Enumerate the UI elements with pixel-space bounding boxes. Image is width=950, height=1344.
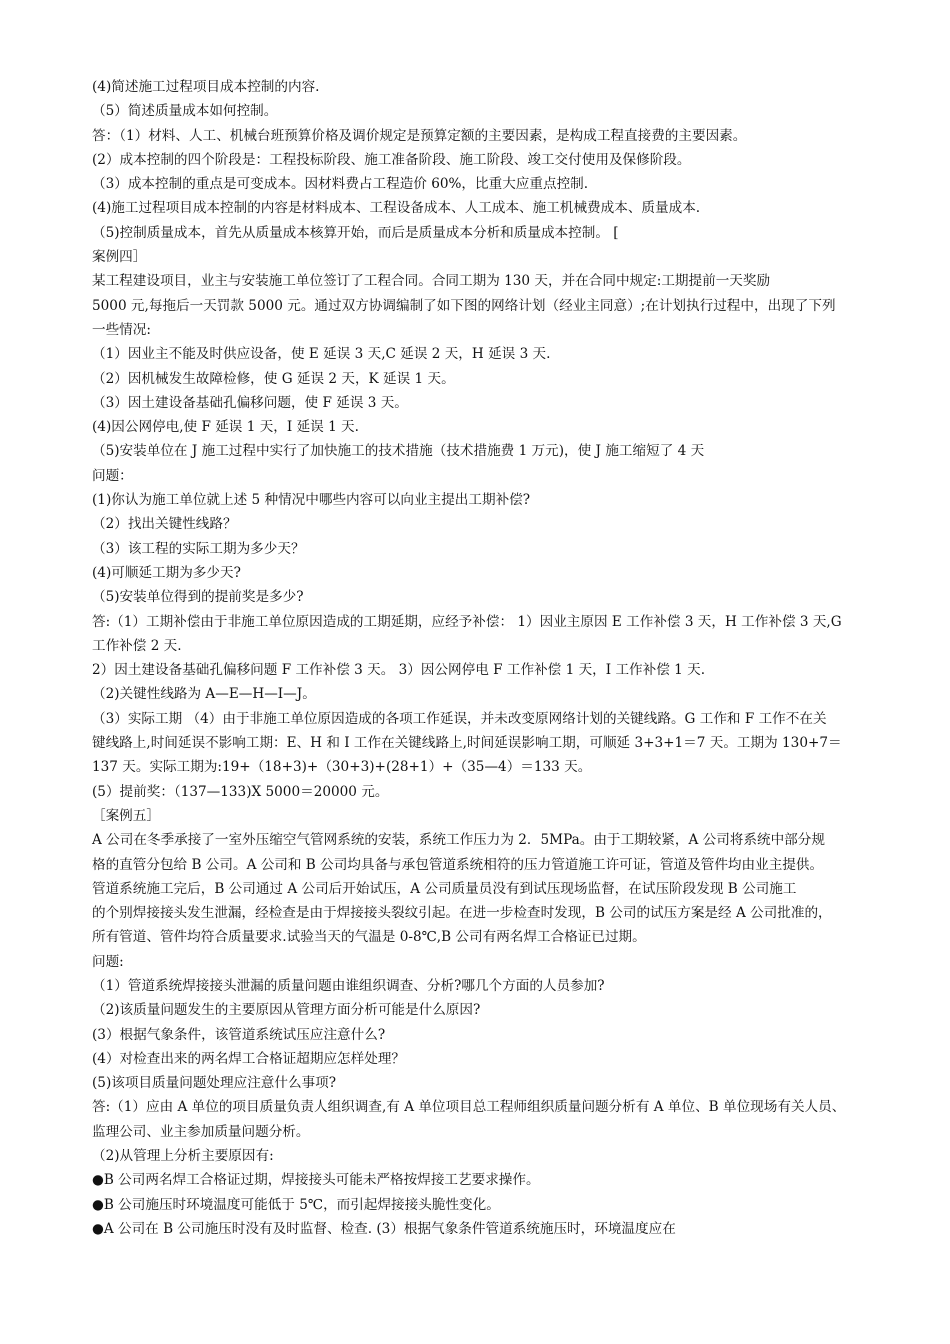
text-line: 监理公司、业主参加质量问题分析。 xyxy=(92,1123,310,1140)
text-line: （1）因业主不能及时供应设备，使 E 延误 3 天,C 延误 2 天，H 延误 3 天. xyxy=(92,346,551,363)
text-line: （3）该工程的实际工期为多少天？ xyxy=(92,540,305,557)
text-line: (4）对检查出来的两名焊工合格证超期应怎样处理？ xyxy=(92,1050,406,1067)
text-line: （2)从管理上分析主要原因有: xyxy=(92,1148,274,1165)
text-line: 问题： xyxy=(92,467,133,484)
text-line: （5)安装单位得到的提前奖是多少? xyxy=(92,589,304,606)
text-line: (4)因公网停电,使 F 延误 1 天，I 延误 1 天. xyxy=(92,419,359,436)
text-line: 答:（1）应由 A 单位的项目质量负责人组织调查,有 A 单位项目总工程师组织质量问题分析有 A 单位、B 单位现场有关人员、 xyxy=(92,1099,846,1116)
text-line: 案例四］ xyxy=(92,249,147,266)
text-line: （2）因机械发生故障检修，使 G 延误 2 天，K 延误 1 天。 xyxy=(92,370,455,387)
text-line: 所有管道、管件均符合质量要求.试验当天的气温是 0-8℃,B 公司有两名焊工合格证已过期。 xyxy=(92,929,646,946)
text-line: （2)关键性线路为 A—E—H—I—J。 xyxy=(92,686,316,703)
text-line: 键线路上,时间延误不影响工期：E、H 和 I 工作在关键线路上,时间延误影响工期，可顺延 3+3+1＝7 天。工期为 130+7＝ xyxy=(92,735,842,752)
text-line: （2）找出关键性线路？ xyxy=(92,516,237,533)
text-line: ●B 公司两名焊工合格证过期，焊接接头可能未严格按焊接工艺要求操作。 xyxy=(92,1172,540,1189)
text-line: 137 天。实际工期为:19+（18+3)+（30+3)+(28+1）+（35—4）＝133 天。 xyxy=(92,759,592,776)
text-line: （5)控制质量成本，首先从质量成本核算开始，而后是质量成本分析和质量成本控制。 [ xyxy=(92,224,619,241)
text-line: 问题: xyxy=(92,953,124,970)
text-line: ●B 公司施压时环境温度可能低于 5℃，而引起焊接接头脆性变化。 xyxy=(92,1196,500,1213)
text-line: 工作补偿 2 天. xyxy=(92,637,182,654)
text-line: （3）因土建设备基础孔偏移问题，使 F 延误 3 天。 xyxy=(92,394,408,411)
text-line: （2)该质量问题发生的主要原因从管理方面分析可能是什么原因? xyxy=(92,1002,481,1019)
text-line: ●A 公司在 B 公司施压时没有及时监督、检查. (3）根据气象条件管道系统施压时，环境温度应在 xyxy=(92,1220,676,1237)
text-line: (5）提前奖：（137—133)X 5000＝20000 元。 xyxy=(92,783,389,800)
text-line: ［案例五］ xyxy=(92,807,160,824)
text-line: (4)简述施工过程项目成本控制的内容. xyxy=(92,79,320,95)
text-line: (3）根据气象条件，该管道系统试压应注意什么? xyxy=(92,1026,386,1043)
text-line: （5）简述质量成本如何控制。 xyxy=(92,103,278,120)
text-line: 的个别焊接接头发生泄漏，经检查是由于焊接接头裂纹引起。在进一步检查时发现，B 公司的试压方案是经 A 公司批准的， xyxy=(92,905,832,922)
text-line: （3）实际工期 （4）由于非施工单位原因造成的各项工作延误，并未改变原网络计划的关键线路。G 工作和 F 工作不在关 xyxy=(92,710,827,727)
text-line: 某工程建设项目，业主与安装施工单位签订了工程合同。合同工期为 130 天，并在合同中规定:工期提前一天奖励 xyxy=(92,273,771,290)
text-line: 一些情况: xyxy=(92,321,151,338)
text-line: 答:（1）工期补偿由于非施工单位原因造成的工期延期，应经予补偿： 1）因业主原因 E 工作补偿 3 天，H 工作补偿 3 天,G xyxy=(92,613,842,630)
text-line: (1)你认为施工单位就上述 5 种情况中哪些内容可以向业主提出工期补偿? xyxy=(92,492,531,509)
document-body xyxy=(92,75,872,1241)
text-line: （5)安装单位在 J 施工过程中实行了加快施工的技术措施（技术措施费 1 万元)，使 J 施工缩短了 4 天 xyxy=(92,443,705,460)
text-line: 5000 元,每拖后一天罚款 5000 元。通过双方协调编制了如下图的网络计划（经业主同意）;在计划执行过程中，出现了下列 xyxy=(92,297,836,314)
text-line: 管道系统施工完后，B 公司通过 A 公司后开始试压，A 公司质量员没有到试压现场监督，在试压阶段发现 B 公司施工 xyxy=(92,880,797,897)
text-line: （3）成本控制的重点是可变成本。因材料费占工程造价 60%，比重大应重点控制. xyxy=(92,176,589,193)
text-line: 2）因土建设备基础孔偏移问题 F 工作补偿 3 天。 3）因公网停电 F 工作补偿 1 天，I 工作补偿 1 天. xyxy=(92,662,706,679)
text-line: A 公司在冬季承接了一室外压缩空气管网系统的安装，系统工作压力为 2．5MPa。由于工期较紧，A 公司将系统中部分规 xyxy=(92,832,825,849)
text-line: (4)施工过程项目成本控制的内容是材料成本、工程设备成本、人工成本、施工机械费成本、质量成本. xyxy=(92,200,701,217)
text-line: （1）管道系统焊接接头泄漏的质量问题由谁组织调查、分析?哪几个方面的人员参加? xyxy=(92,977,605,994)
text-line: (4)可顺延工期为多少天? xyxy=(92,564,241,581)
text-line: (5)该项目质量问题处理应注意什么事项? xyxy=(92,1075,337,1092)
text-line: (2）成本控制的四个阶段是：工程投标阶段、施工准备阶段、施工阶段、竣工交付使用及保修阶段。 xyxy=(92,151,691,168)
text-line: 答：（1）材料、人工、机械台班预算价格及调价规定是预算定额的主要因素，是构成工程直接费的主要因素。 xyxy=(92,127,747,144)
text-line: 格的直管分包给 B 公司。A 公司和 B 公司均具备与承包管道系统相符的压力管道施工许可证，管道及管件均由业主提供。 xyxy=(92,856,824,873)
